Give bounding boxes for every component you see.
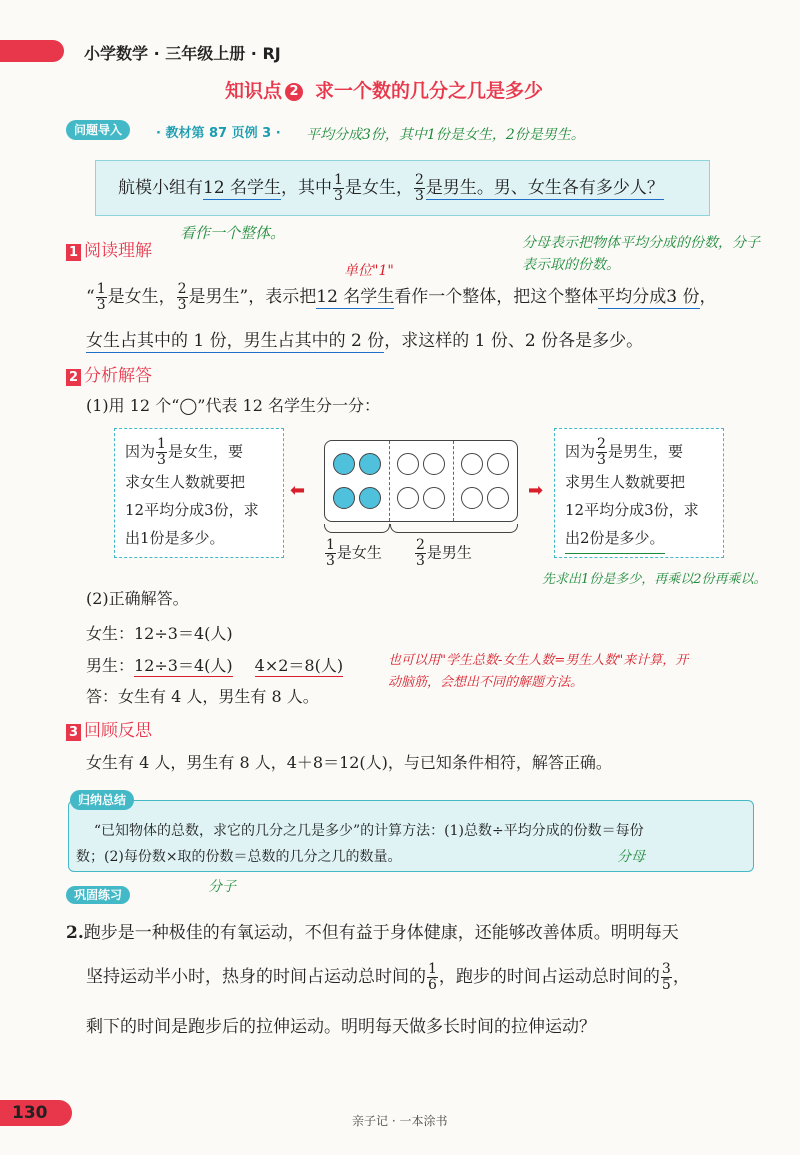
student-circle bbox=[333, 453, 355, 475]
section-analyze-heading: 2 分析解答 bbox=[66, 361, 152, 386]
fraction-two-thirds: $\frac{2}{3}$ bbox=[414, 172, 424, 204]
footer-brand: 亲子记 · 一本涂书 bbox=[352, 1114, 448, 1128]
hand-note-numer: 分子 bbox=[208, 879, 236, 895]
student-circle bbox=[359, 453, 381, 475]
student-circle bbox=[461, 487, 483, 509]
book-title: 小学数学 · 三年级上册 · RJ bbox=[84, 44, 281, 63]
right-reason-box: 因为 $\frac{2}{3}$ 是男生，要 求男生人数就要把 12平均分成3份，求 出2份是多少。 bbox=[554, 428, 724, 558]
hand-note-alternative: 也可以用"学生总数-女生人数=男生人数"来计算，开 动脑筋，会想出不同的解题方法。 bbox=[388, 653, 689, 690]
summary-line-2: 数；(2)每份数×取的份数＝总数的几分之几的数量。 bbox=[76, 849, 402, 865]
brace-girls bbox=[324, 524, 390, 533]
answer: 答：女生有 4 人，男生有 8 人。 bbox=[86, 687, 319, 706]
hand-note-first: 先求出1份是多少，再乘以2份再乘以。 bbox=[542, 572, 767, 587]
review-text: 女生有 4 人，男生有 8 人，4＋8＝12(人)，与已知条件相符，解答正确。 bbox=[86, 753, 612, 772]
step-2: (2)正确解答。 bbox=[86, 589, 189, 608]
boy-equation: 男生：12÷3＝4(人) 4×2＝8(人) bbox=[86, 656, 344, 675]
hand-note-denominator: 分母表示把物体平均分成的份数，分子表示取的份数。 bbox=[522, 235, 760, 273]
left-reason-box: 因为 $\frac{1}{3}$ 是女生，要 求女生人数就要把 12平均分成3份，求 出1份是多少。 bbox=[114, 428, 284, 558]
section-review-heading: 3 回顾反思 bbox=[66, 716, 152, 741]
student-circle bbox=[359, 487, 381, 509]
brace-label-boys: $\frac{2}{3}$ 是男生 bbox=[416, 537, 472, 569]
kp-number-badge: 2 bbox=[285, 83, 303, 101]
step-1: (1)用 12 个“◯”代表 12 名学生分一分： bbox=[86, 396, 380, 415]
student-circle bbox=[461, 453, 483, 475]
header-tab bbox=[0, 40, 64, 62]
brace-label-girls: $\frac{1}{3}$ 是女生 bbox=[326, 537, 382, 569]
page-number: 130 bbox=[12, 1103, 48, 1123]
arrow-right-icon: ➡ bbox=[528, 480, 544, 501]
textbook-ref: · 教材第 87 页例 3 · bbox=[156, 126, 281, 141]
arrow-left-icon: ⬅ bbox=[290, 480, 306, 501]
summary-line-1: “已知物体的总数，求它的几分之几是多少”的计算方法：(1)总数÷平均分成的份数＝每份 bbox=[93, 823, 644, 839]
question-badge: 问题导入 bbox=[66, 120, 130, 140]
hand-note-denom: 分母 bbox=[617, 849, 645, 865]
fraction-one-third: $\frac{1}{3}$ bbox=[334, 172, 343, 204]
knowledge-point-heading bbox=[225, 76, 543, 103]
practice-badge: 巩固练习 bbox=[66, 886, 130, 904]
hand-note-question: 平均分成3份，其中1份是女生，2份是男生。 bbox=[306, 127, 585, 143]
circles-grid bbox=[324, 440, 518, 522]
student-circle bbox=[423, 487, 445, 509]
student-circle bbox=[397, 453, 419, 475]
read-line-2: 女生占其中的 1 份，男生占其中的 2 份，求这样的 1 份、2 份各是多少。 bbox=[86, 331, 644, 351]
student-circle bbox=[333, 487, 355, 509]
practice-line-1: 2.跑步是一种极佳的有氧运动，不但有益于身体健康，还能够改善体质。明明每天 bbox=[66, 923, 679, 943]
kp-label: 知识点 bbox=[225, 80, 283, 102]
problem-text: 航模小组有12 名学生，其中 $\frac{1}{3}$ 是女生， $\frac{2}{3}$ 是男生。男、女生各有多少人？ bbox=[118, 172, 664, 204]
kp-title: 求一个数的几分之几是多少 bbox=[315, 80, 544, 102]
summary-badge: 归纳总结 bbox=[70, 790, 134, 810]
girl-equation: 女生：12÷3＝4(人) bbox=[86, 624, 233, 643]
practice-line-3: 剩下的时间是跑步后的拉伸运动。明明每天做多长时间的拉伸运动？ bbox=[86, 1017, 596, 1037]
brace-boys bbox=[390, 524, 518, 533]
read-line-1: “ $\frac{1}{3}$ 是女生， $\frac{2}{3}$ 是男生”，表示把12 名学生看作一个整体，把这个整体平均分成3 份， bbox=[86, 281, 717, 313]
hand-note-whole: 看作一个整体。 bbox=[180, 224, 286, 242]
student-circle bbox=[487, 453, 509, 475]
student-circle bbox=[487, 487, 509, 509]
student-circle bbox=[423, 453, 445, 475]
student-circle bbox=[397, 487, 419, 509]
hand-note-unit: 单位"1" bbox=[344, 263, 394, 279]
section-read-heading: 1 阅读理解 bbox=[66, 236, 152, 261]
practice-line-2: 坚持运动半小时，热身的时间占运动总时间的 $\frac{1}{6}$ ，跑步的时间占运动总时间的 $\frac{3}{5}$ ， bbox=[86, 961, 690, 993]
